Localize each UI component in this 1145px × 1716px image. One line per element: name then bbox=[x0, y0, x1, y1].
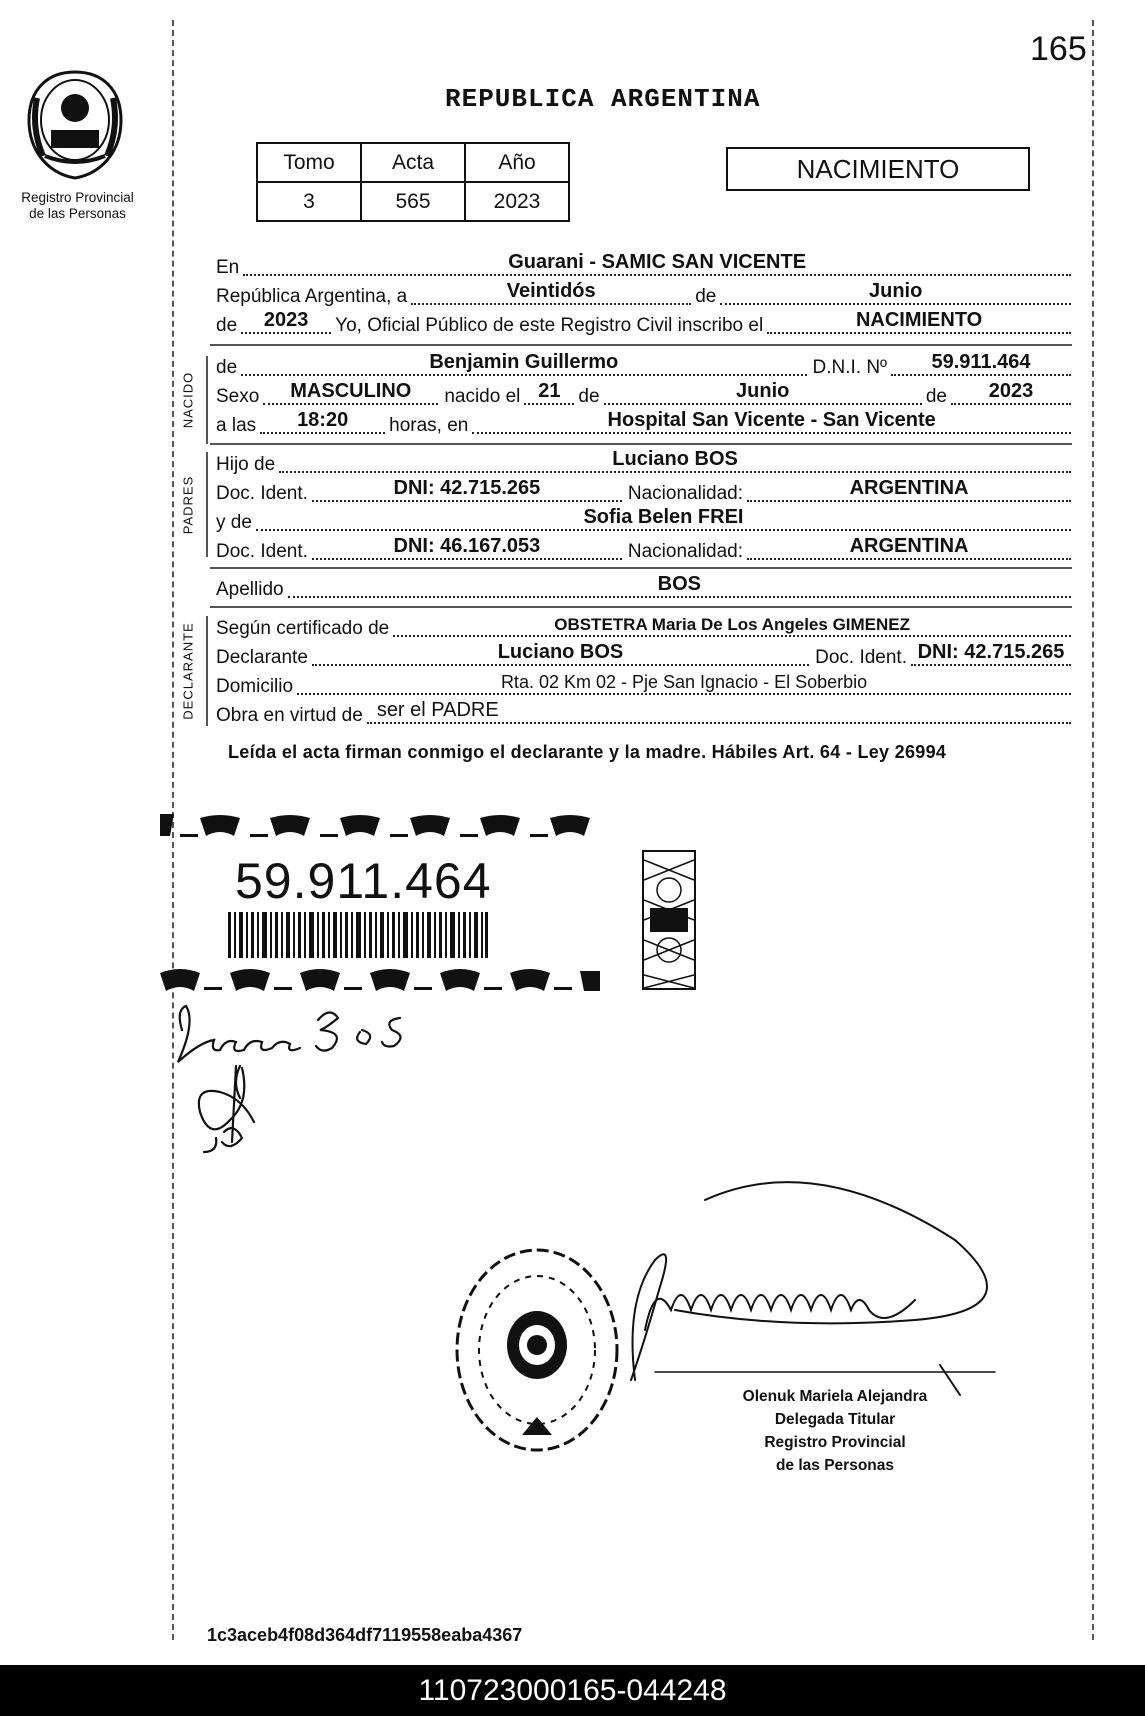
sexo-label: Sexo bbox=[216, 386, 260, 407]
father-row bbox=[216, 448, 1071, 476]
horas-label: horas, en bbox=[389, 415, 469, 436]
nacido-el-label: nacido el bbox=[444, 386, 521, 407]
registry-label bbox=[5, 190, 150, 222]
sticker-pattern-bottom-icon bbox=[160, 965, 600, 991]
father-signature-icon bbox=[170, 1002, 450, 1167]
declarante-label: Declarante bbox=[216, 647, 308, 668]
hologram-icon bbox=[642, 850, 696, 990]
statement-text: Leída el acta firman conmigo el declarante y la madre. Hábiles Art. 64 - Ley 26994 bbox=[228, 742, 947, 762]
document-hash: 1c3aceb4f08d364df7119558eaba4367 bbox=[207, 1625, 523, 1645]
father-nat-label: Nacionalidad: bbox=[627, 483, 744, 504]
official-stamp-icon bbox=[452, 1245, 622, 1455]
record-type-box: NACIMIENTO bbox=[726, 147, 1030, 191]
name-row bbox=[216, 351, 1071, 379]
ano-value: 2023 bbox=[465, 182, 569, 221]
domicilio-label: Domicilio bbox=[216, 676, 294, 697]
cert-row bbox=[216, 616, 1071, 640]
apellido-label: Apellido bbox=[216, 579, 284, 600]
dni-label: D.N.I. Nº bbox=[812, 357, 887, 378]
yde-label: y de bbox=[216, 512, 252, 533]
inscribed-value: NACIMIENTO bbox=[855, 309, 983, 331]
birth-place: Hospital San Vicente - San Vicente bbox=[607, 409, 936, 431]
right-margin-line bbox=[1092, 20, 1094, 1640]
footer-code-bar: 110723000165-044248 bbox=[0, 1665, 1145, 1716]
col-tomo-header: Tomo bbox=[257, 143, 361, 182]
document-title: REPUBLICA ARGENTINA bbox=[445, 84, 761, 114]
apellido-value: BOS bbox=[657, 573, 701, 595]
year-row bbox=[216, 309, 1071, 337]
domicilio-row bbox=[216, 674, 1071, 698]
sexo-row bbox=[216, 380, 1071, 408]
mother-nat-label: Nacionalidad: bbox=[627, 541, 744, 562]
record-table bbox=[256, 142, 570, 222]
registry-label-line1: Registro Provincial bbox=[21, 190, 134, 205]
father-doc-row bbox=[216, 477, 1071, 505]
obra-row bbox=[216, 699, 1071, 727]
section-divider bbox=[210, 567, 1072, 569]
birth-de-label: de bbox=[578, 386, 600, 407]
father-doc: DNI: 42.715.265 bbox=[393, 477, 541, 499]
de-label: de bbox=[695, 286, 717, 307]
time-row bbox=[216, 409, 1071, 437]
sticker-dni-number: 59.911.464 bbox=[235, 853, 492, 909]
declarante-value: Luciano BOS bbox=[497, 641, 624, 663]
nacido-sidebar bbox=[206, 356, 208, 444]
declarante-sidebar bbox=[206, 616, 208, 726]
padres-side-label: PADRES bbox=[180, 475, 196, 534]
col-acta-header: Acta bbox=[361, 143, 465, 182]
mother-row bbox=[216, 506, 1071, 534]
en-value: Guarani - SAMIC SAN VICENTE bbox=[508, 251, 807, 273]
birth-time: 18:20 bbox=[297, 409, 349, 431]
sexo-value: MASCULINO bbox=[290, 380, 412, 402]
en-label: En bbox=[216, 257, 240, 278]
mother-doc-row bbox=[216, 535, 1071, 563]
section-divider bbox=[210, 344, 1072, 346]
hijo-label: Hijo de bbox=[216, 454, 276, 475]
declarante-doc-label: Doc. Ident. bbox=[815, 647, 907, 668]
section-divider bbox=[210, 606, 1072, 608]
official-org-line1: Registro Provincial bbox=[764, 1434, 906, 1451]
nacido-side-label: NACIDO bbox=[180, 371, 196, 429]
barcode-icon bbox=[228, 912, 488, 958]
province-seal-icon bbox=[25, 68, 125, 180]
name-de-label: de bbox=[216, 357, 238, 378]
obra-value: ser el PADRE bbox=[376, 699, 499, 721]
mother-doc-label: Doc. Ident. bbox=[216, 541, 308, 562]
official-signature-icon bbox=[615, 1180, 1005, 1400]
acta-value: 565 bbox=[361, 182, 465, 221]
birth-month: Junio bbox=[736, 380, 790, 402]
cert-value: OBSTETRA Maria De Los Angeles GIMENEZ bbox=[554, 615, 911, 634]
child-dni: 59.911.464 bbox=[931, 351, 1031, 373]
year-prefix: de bbox=[216, 315, 238, 336]
father-doc-label: Doc. Ident. bbox=[216, 483, 308, 504]
apellido-row bbox=[216, 573, 1071, 601]
father-nationality: ARGENTINA bbox=[849, 477, 969, 499]
month-value: Junio bbox=[868, 280, 923, 302]
birth-de-label-2: de bbox=[925, 386, 947, 407]
birth-day: 21 bbox=[538, 380, 561, 402]
mother-nationality: ARGENTINA bbox=[849, 535, 969, 557]
official-text: Yo, Oficial Público de este Registro Civil inscribo el bbox=[335, 315, 764, 336]
official-signature-block bbox=[700, 1385, 970, 1477]
sticker-pattern-top-icon bbox=[160, 812, 600, 838]
father-name: Luciano BOS bbox=[612, 448, 738, 470]
a-las-label: a las bbox=[216, 415, 257, 436]
year-value: 2023 bbox=[263, 309, 309, 331]
cert-label: Según certificado de bbox=[216, 618, 390, 639]
page-number: 165 bbox=[1030, 30, 1087, 68]
official-title: Delegada Titular bbox=[774, 1411, 896, 1428]
mother-name: Sofia Belen FREI bbox=[583, 506, 744, 528]
birth-year: 2023 bbox=[988, 380, 1034, 402]
padres-sidebar bbox=[206, 452, 208, 557]
declarante-row bbox=[216, 641, 1071, 669]
child-name: Benjamin Guillermo bbox=[429, 351, 619, 373]
domicilio-value: Rta. 02 Km 02 - Pje San Ignacio - El Soberbio bbox=[500, 672, 868, 692]
en-row bbox=[216, 251, 1071, 279]
col-ano-header: Año bbox=[465, 143, 569, 182]
date-row bbox=[216, 280, 1071, 308]
obra-label: Obra en virtud de bbox=[216, 705, 363, 726]
registry-label-line2: de las Personas bbox=[29, 206, 126, 221]
official-name: Olenuk Mariela Alejandra bbox=[742, 1388, 928, 1405]
declarante-side-label: DECLARANTE bbox=[180, 622, 196, 720]
mother-doc: DNI: 46.167.053 bbox=[393, 535, 541, 557]
tomo-value: 3 bbox=[257, 182, 361, 221]
rep-label: República Argentina, a bbox=[216, 286, 408, 307]
declarante-doc: DNI: 42.715.265 bbox=[917, 641, 1065, 663]
official-org-line2: de las Personas bbox=[775, 1457, 895, 1474]
section-divider bbox=[210, 443, 1072, 445]
day-value: Veintidós bbox=[506, 280, 596, 302]
